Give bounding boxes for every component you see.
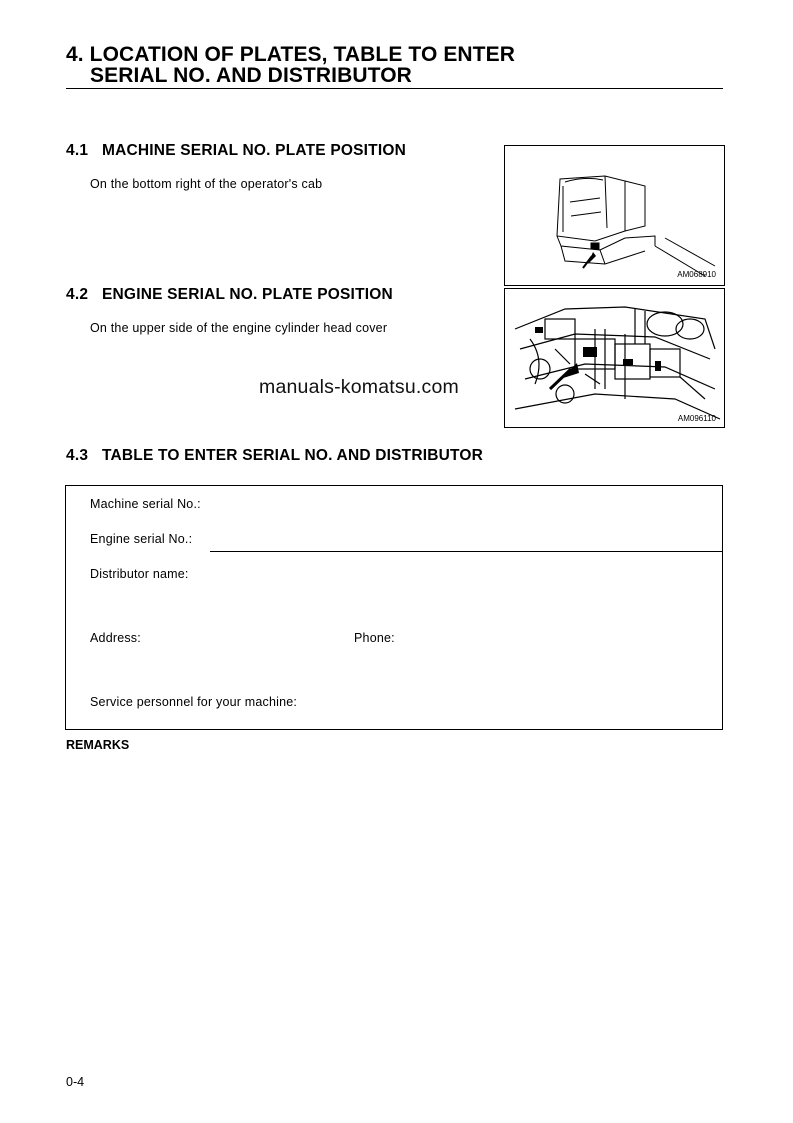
heading-4-3-text: TABLE TO ENTER SERIAL NO. AND DISTRIBUTOR (102, 447, 484, 464)
label-engine-serial: Engine serial No.: (90, 532, 193, 546)
title-line-1: 4. LOCATION OF PLATES, TABLE TO ENTER (66, 43, 515, 66)
label-phone: Phone: (354, 631, 395, 645)
title-underline (66, 88, 723, 89)
figure-cab-plate (504, 145, 725, 286)
heading-4-1-number: 4.1 (66, 142, 89, 159)
label-machine-serial: Machine serial No.: (90, 497, 201, 511)
heading-4-3-number: 4.3 (66, 447, 89, 464)
label-distributor-name: Distributor name: (90, 567, 189, 581)
engine-illustration (505, 289, 724, 427)
remarks-heading: REMARKS (66, 738, 130, 752)
text-4-1: On the bottom right of the operator's cab (90, 177, 323, 191)
figure-engine-plate (504, 288, 725, 428)
heading-4-1-text: MACHINE SERIAL NO. PLATE POSITION (102, 142, 406, 159)
cab-illustration (505, 146, 724, 285)
label-service-personnel: Service personnel for your machine: (90, 695, 298, 709)
table-divider-line (210, 551, 723, 552)
watermark-text: manuals-komatsu.com (259, 376, 459, 398)
heading-4-2-number: 4.2 (66, 286, 89, 303)
heading-4-2 (66, 286, 393, 304)
figure-code-4-2: AM096110 (677, 414, 716, 423)
page-title (66, 44, 515, 86)
page-number: 0-4 (66, 1075, 85, 1089)
figure-code-4-1: AM068910 (677, 270, 716, 279)
heading-4-3 (66, 447, 483, 465)
heading-4-1 (66, 142, 406, 160)
title-line-2: SERIAL NO. AND DISTRIBUTOR (90, 64, 412, 87)
heading-4-2-text: ENGINE SERIAL NO. PLATE POSITION (102, 286, 393, 303)
serial-distributor-table (65, 485, 723, 730)
text-4-2: On the upper side of the engine cylinder head cover (90, 321, 388, 335)
cab-arrow-icon (588, 252, 596, 264)
label-address: Address: (90, 631, 141, 645)
